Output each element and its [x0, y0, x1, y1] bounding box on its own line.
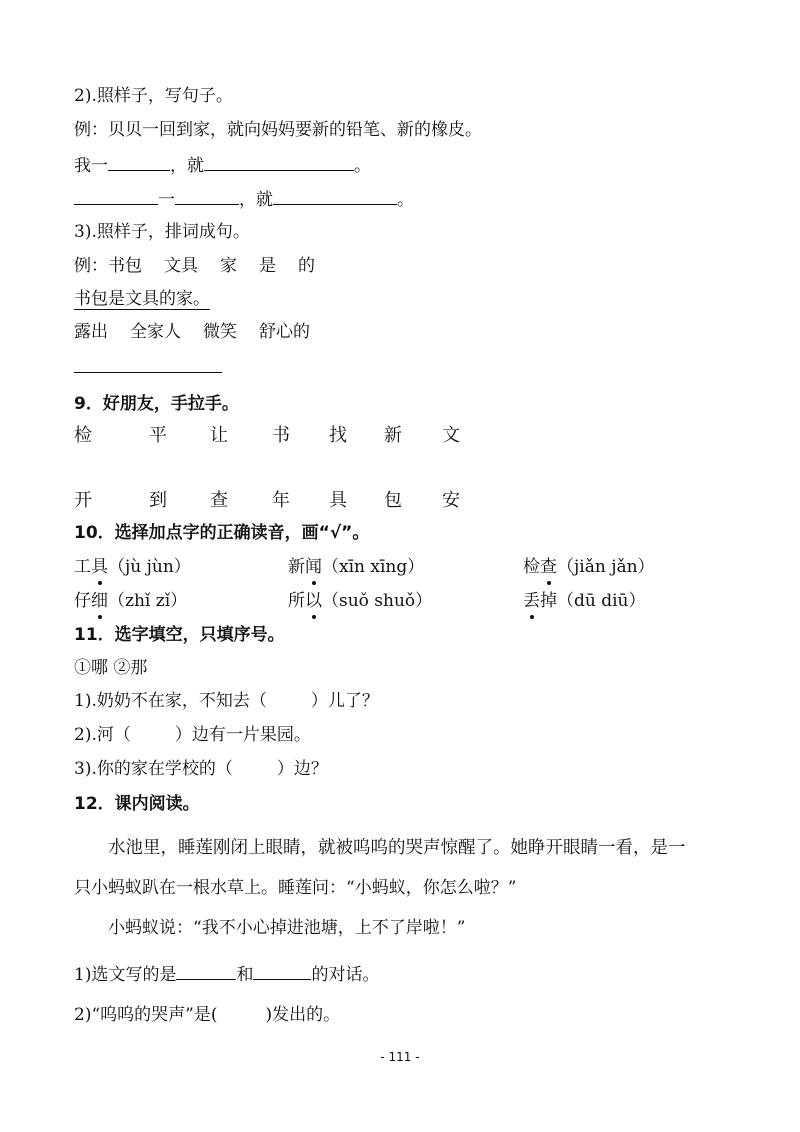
- char-left[interactable]: 平: [149, 425, 167, 446]
- dotted-char: 闻: [305, 557, 322, 577]
- text: ）边有一片果园。: [174, 725, 311, 745]
- answer-blank[interactable]: [74, 186, 158, 205]
- char-right[interactable]: 到: [149, 490, 167, 511]
- q8-sub2-example: 例：贝贝一回到家，就向妈妈要新的铅笔、新的橡皮。: [74, 120, 482, 140]
- text: ，就: [239, 190, 273, 210]
- text: 2)“呜呜的哭声”是(: [74, 1005, 218, 1025]
- answer-line[interactable]: [74, 372, 222, 373]
- text: 的对话。: [311, 965, 380, 985]
- word: 工: [74, 557, 91, 577]
- answer-blank[interactable]: [175, 186, 239, 205]
- q8-sub3-example-words: [74, 254, 337, 278]
- dotted-char: 以: [305, 591, 322, 611]
- char-left[interactable]: 书: [272, 425, 290, 446]
- q12-sub1: [74, 961, 379, 987]
- word: 所: [288, 591, 305, 611]
- q12-sub2: [74, 1003, 340, 1027]
- pinyin-options[interactable]: （xīn xīng）: [322, 557, 425, 577]
- text: 2).河（: [74, 725, 131, 745]
- q10-title: 10．选择加点字的正确读音，画“√”。: [74, 523, 370, 543]
- dotted-char: 细: [91, 591, 108, 611]
- answer-blank[interactable]: [176, 961, 236, 980]
- page-number: - 111 -: [380, 1050, 420, 1064]
- q11-sentence-1: [74, 689, 379, 713]
- text: 和: [236, 965, 254, 985]
- pinyin-options[interactable]: （jù jùn）: [108, 557, 191, 577]
- q8-sub3-title: 3).照样子，排词成句。: [74, 222, 250, 242]
- pinyin-options[interactable]: （suǒ shuǒ）: [322, 591, 433, 611]
- q9-title: 9．好朋友，手拉手。: [74, 394, 239, 414]
- char-left[interactable]: 找: [329, 425, 347, 446]
- dotted-char: 丢: [523, 591, 540, 611]
- q11-options: ①哪 ②那: [74, 658, 148, 678]
- char-right[interactable]: 开: [74, 490, 92, 511]
- text: 我一: [74, 156, 108, 176]
- word: 仔: [74, 591, 91, 611]
- answer-blank[interactable]: [108, 152, 170, 171]
- char-left[interactable]: 文: [442, 425, 460, 446]
- char-left[interactable]: 新: [384, 425, 402, 446]
- text: ，就: [170, 156, 204, 176]
- word: 露出: [74, 322, 108, 342]
- char-right[interactable]: 安: [442, 490, 460, 511]
- q12-title: 12．课内阅读。: [74, 794, 200, 814]
- text: 1).奶奶不在家，不知去（: [74, 691, 267, 711]
- q8-sub2-line1: [74, 152, 371, 178]
- q10-item: [288, 555, 424, 579]
- q12-para1-line1: 水池里，睡莲刚闭上眼睛，就被呜呜的哭声惊醒了。她睁开眼睛一看，是一: [108, 838, 686, 858]
- char-right[interactable]: 年: [272, 490, 290, 511]
- example-word: 文具: [164, 256, 198, 276]
- q8-sub2-title: 2).照样子，写句子。: [74, 86, 233, 106]
- word: 新: [288, 557, 305, 577]
- text: )发出的。: [265, 1005, 341, 1025]
- pinyin-options[interactable]: （zhǐ zǐ）: [108, 591, 188, 611]
- char-right[interactable]: 包: [384, 490, 402, 511]
- q12-para1-line2: 只小蚂蚁趴在一根水草上。睡莲问：“小蚂蚁，你怎么啦？”: [74, 878, 517, 898]
- q11-sentence-3: [74, 757, 328, 781]
- word: 检: [523, 557, 540, 577]
- text: ）边？: [276, 759, 328, 779]
- word: 掉: [540, 591, 557, 611]
- dotted-char: 具: [91, 557, 108, 577]
- answer-blank[interactable]: [273, 186, 397, 205]
- pinyin-options[interactable]: （dū diū）: [557, 591, 646, 611]
- q10-item: [74, 555, 191, 579]
- q10-item: [523, 555, 655, 579]
- example-word: 家: [220, 256, 237, 276]
- q10-item: [288, 589, 432, 613]
- q12-para2: 小蚂蚁说：“我不小心掉进池塘，上不了岸啦！”: [108, 918, 466, 938]
- text: 。: [397, 190, 414, 210]
- q10-item: [523, 589, 646, 613]
- word: 全家人: [130, 322, 181, 342]
- char-left[interactable]: 让: [210, 425, 228, 446]
- word: 微笑: [203, 322, 237, 342]
- q10-item: [74, 589, 187, 613]
- text: 。: [354, 156, 371, 176]
- answer-blank[interactable]: [204, 152, 354, 171]
- char-right[interactable]: 具: [329, 490, 347, 511]
- q8-sub3-example-answer: 书包是文具的家。: [74, 289, 210, 309]
- text: ）儿了？: [310, 691, 379, 711]
- text: 一: [158, 190, 175, 210]
- q11-title: 11．选字填空，只填序号。: [74, 625, 285, 645]
- q11-sentence-2: [74, 723, 311, 747]
- text: 3).你的家在学校的（: [74, 759, 233, 779]
- q8-sub2-line2: [74, 186, 414, 212]
- char-right[interactable]: 查: [210, 490, 228, 511]
- char-left[interactable]: 检: [74, 425, 92, 446]
- q8-sub3-words: [74, 320, 332, 344]
- answer-blank[interactable]: [253, 961, 311, 980]
- example-word: 例：书包: [74, 256, 142, 276]
- example-word: 的: [298, 256, 315, 276]
- dotted-char: 查: [540, 557, 557, 577]
- pinyin-options[interactable]: （jiǎn jǎn）: [557, 557, 655, 577]
- text: 1)选文写的是: [74, 965, 177, 985]
- example-word: 是: [259, 256, 276, 276]
- word: 舒心的: [259, 322, 310, 342]
